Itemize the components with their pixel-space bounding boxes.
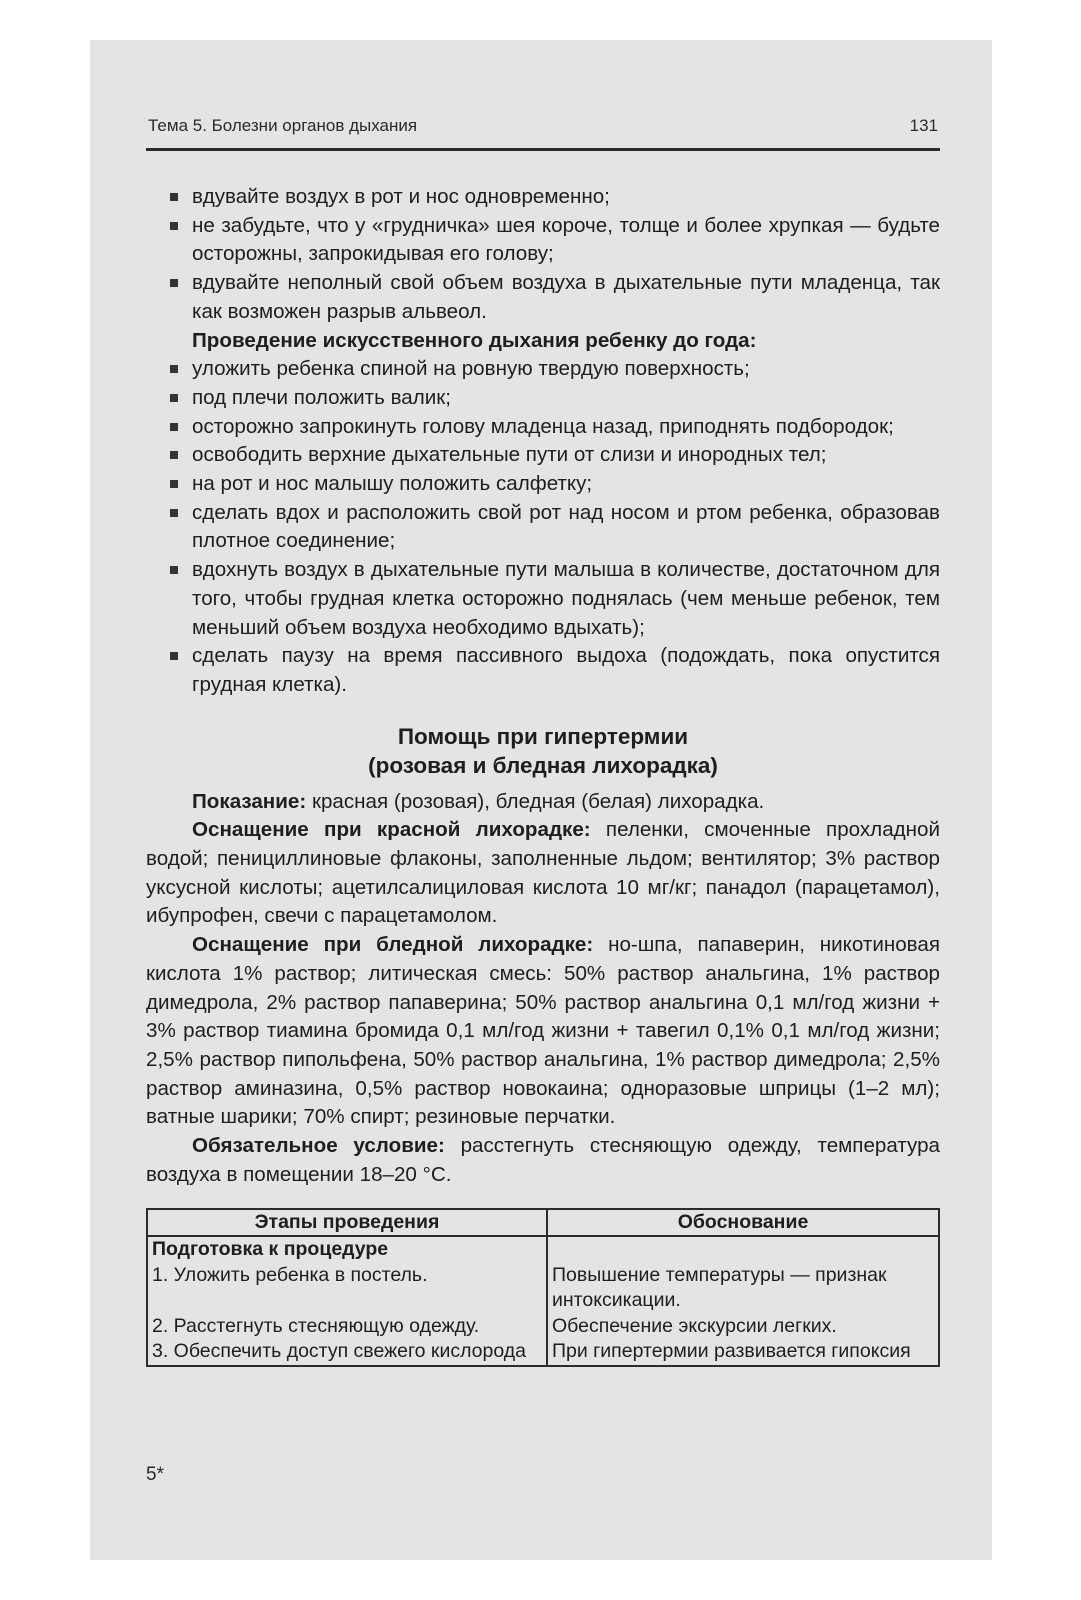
page-body (146, 183, 940, 1367)
column-header-stages: Этапы проведения (147, 1209, 547, 1237)
table-header-row (147, 1209, 939, 1237)
table-cell-steps (147, 1236, 547, 1366)
paragraph-pale-fever-equipment (146, 931, 940, 1132)
list-item: вдувайте воздух в рот и нос одновременно; (146, 183, 940, 212)
page-number: 131 (909, 116, 938, 135)
section-title (146, 722, 940, 780)
running-header (148, 116, 938, 136)
paragraph-label: Оснащение при бледной лихорадке: (192, 933, 594, 957)
list-item: сделать вдох и расположить свой рот над носом и ртом ребенка, образовав плотное соединение; (146, 499, 940, 556)
list-item: под плечи положить валик; (146, 384, 940, 413)
table-reason: При гипертермии развивается гипоксия (552, 1340, 911, 1362)
procedure-table (146, 1208, 940, 1367)
table-step: 1. Уложить ребенка в постель. (152, 1263, 428, 1286)
list-item: сделать паузу на время пассивного выдоха (подождать, пока опустится грудная клетка). (146, 642, 940, 699)
paragraph-label: Показание: (192, 789, 307, 813)
paragraph-label: Оснащение при красной лихорадке: (192, 818, 591, 842)
section-title-line1: Помощь при гипертермии (397, 723, 689, 749)
paragraph-text: расстегнуть стесняющую одежду, температура воздуха в помещении 18–20 °С. (146, 1134, 941, 1186)
subheading-infant-ventilation: Проведение искусственного дыхания ребенку до года: (192, 328, 757, 352)
book-page (90, 40, 992, 1560)
paragraph-mandatory-condition (146, 1132, 940, 1189)
paragraph-text: красная (розовая), бледная (белая) лихорадка. (306, 789, 765, 813)
list-item: на рот и нос малышу положить салфетку; (146, 470, 940, 499)
table-reason: Повышение температуры — признак интоксикации. (552, 1263, 887, 1311)
table-row (147, 1236, 939, 1366)
table-group-title: Подготовка к процедуре (152, 1238, 389, 1260)
paragraph-text: пеленки, смоченные прохладной водой; пенициллиновые флаконы, заполненные льдом; вентилятор; 3% раствор уксусной кислоты; ацетилсалициловая кислота 10 мг/кг; панадол (парацетамол), ибупрофен, свечи с парацетамолом. (146, 818, 940, 928)
bullet-list-ventilation-tips (146, 183, 940, 327)
list-item: не забудьте, что у «грудничка» шея короче, толще и более хрупкая — будьте осторожны, запрокидывая его голову; (146, 212, 940, 269)
header-title: Тема 5. Болезни органов дыхания (148, 116, 418, 135)
paragraph-label: Обязательное условие: (192, 1134, 445, 1158)
column-header-rationale: Обоснование (547, 1209, 939, 1237)
paragraph-red-fever-equipment (146, 816, 940, 931)
table-step: 2. Расстегнуть стесняющую одежду. (152, 1314, 480, 1337)
list-item: освободить верхние дыхательные пути от слизи и инородных тел; (146, 441, 940, 470)
list-item: вдувайте неполный свой объем воздуха в дыхательные пути младенца, так как возможен разрыв альвеол. (146, 269, 940, 326)
table-cell-reasons (547, 1236, 939, 1366)
section-title-line2: (розовая и бледная лихорадка) (368, 752, 718, 778)
list-item: уложить ребенка спиной на ровную твердую поверхность; (146, 355, 940, 384)
list-item: вдохнуть воздух в дыхательные пути малыша в количестве, достаточном для того, чтобы грудная клетка осторожно поднялась (чем меньше ребенок, тем меньший объем воздуха необходимо вдыхать); (146, 556, 940, 642)
signature-mark: 5* (146, 1464, 164, 1485)
paragraph-indication (146, 788, 940, 817)
paragraph-text: но-шпа, папаверин, никотиновая кислота 1% раствор; литическая смесь: 50% раствор анальгина, 1% раствор димедрола, 2% раствор папаверина; 50% раствор анальгина 0,1 мл/год жизни + 3% раствор тиамина бромида 0,1 мл/год жизни + тавегил 0,1% 0,1 мл/год жизни; 2,5% раствор пипольфена, 50% раствор анальгина, 1% раствор димедрола; 2,5% раствор аминазина, 0,5% раствор новокаина; одноразовые шприцы (1–2 мл); ватные шарики; 70% спирт; резиновые перчатки. (146, 933, 940, 1129)
table-step: 3. Обеспечить доступ свежего кислорода (152, 1340, 527, 1362)
list-item: осторожно запрокинуть голову младенца назад, приподнять подбородок; (146, 413, 940, 442)
bullet-list-infant-steps (146, 355, 940, 699)
header-rule (146, 148, 940, 151)
table-reason: Обеспечение экскурсии легких. (552, 1314, 837, 1337)
